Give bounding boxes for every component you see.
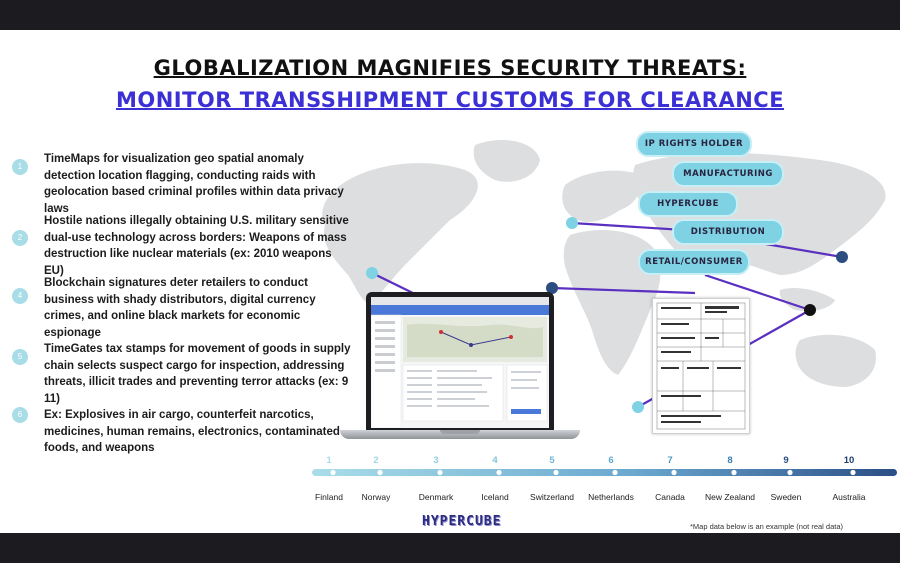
title-line-2: MONITOR TRANSSHIPMENT CUSTOMS FOR CLEARANCE <box>115 88 785 112</box>
timeline-number: 5 <box>549 455 555 466</box>
point-badge: 2 <box>12 230 28 246</box>
timeline-number: 3 <box>433 455 439 466</box>
timeline-number: 8 <box>727 455 733 466</box>
timeline-country: Canada <box>655 492 685 502</box>
timeline-country: Norway <box>361 492 391 502</box>
laptop-notch <box>440 430 480 434</box>
pill-distribution: DISTRIBUTION <box>672 219 784 245</box>
timeline-country: Denmark <box>418 492 454 502</box>
timeline-dot <box>850 470 855 475</box>
point-badge: 1 <box>12 159 28 175</box>
pill-hypercube: HYPERCUBE <box>638 191 738 217</box>
timeline-dot <box>437 470 442 475</box>
laptop-display <box>371 297 549 428</box>
timeline-country: Netherlands <box>588 492 634 502</box>
point-text: TimeGates tax stamps for movement of goods in supply chain selects suspect cargo for inspection, addressing threats, illicit trades and preventing terror attacks (ex: 9 11) <box>44 343 351 405</box>
timeline-number: 10 <box>843 455 855 466</box>
timeline-country: New Zealand <box>704 492 756 502</box>
point-text: Blockchain signatures deter retailers to conduct business with shady distributors, digital currency crimes, and online black markets for economic espionage <box>44 277 316 339</box>
route-node-southeast-asia <box>804 304 816 316</box>
hypercube-logo: HYPERCUBE <box>422 514 502 529</box>
point-text: TimeMaps for visualization geo spatial anomaly detection location flagging, conducting raids with geolocation based criminal profiles within data privacy laws <box>44 153 344 215</box>
laptop-illustration <box>340 292 580 442</box>
timeline-dot <box>731 470 736 475</box>
pill-retail-consumer: RETAIL/CONSUMER <box>638 249 750 275</box>
pill-ip-rights-holder: IP RIGHTS HOLDER <box>636 131 752 157</box>
timeline-country: Iceland <box>481 492 509 502</box>
timeline-dot <box>671 470 676 475</box>
point-text: Ex: Explosives in air cargo, counterfeit narcotics, medicines, human remains, electronics, contaminated foods, and weapons <box>44 409 340 454</box>
top-letterbox <box>0 0 900 30</box>
point-badge: 4 <box>12 288 28 304</box>
point-badge: 5 <box>12 349 28 365</box>
pill-manufacturing: MANUFACTURING <box>672 161 784 187</box>
route-node-ocean <box>632 401 644 413</box>
timeline-number: 1 <box>326 455 332 466</box>
timeline-country: Sweden <box>770 492 802 502</box>
bottom-letterbox <box>0 533 900 563</box>
timeline-country: Australia <box>832 492 866 502</box>
timeline-number: 9 <box>783 455 789 466</box>
route-node-north-america <box>366 267 378 279</box>
timeline-number: 6 <box>608 455 614 466</box>
timeline-dot <box>787 470 792 475</box>
timeline-number: 2 <box>373 455 379 466</box>
timeline-number: 7 <box>667 455 673 466</box>
timeline-country: Switzerland <box>530 492 574 502</box>
timeline-dot <box>330 470 335 475</box>
point-text: Hostile nations illegally obtaining U.S. military sensitive dual-use technology across borders: Weapons of mass destruction like nuclear materials (ex: 2010 weapons EU) <box>44 215 349 277</box>
timeline-country: Finland <box>315 492 343 502</box>
map-footnote: *Map data below is an example (not real data) <box>690 522 844 531</box>
slide <box>0 30 900 533</box>
title-line-1: GLOBALIZATION MAGNIFIES SECURITY THREATS: <box>153 56 747 80</box>
route-node-europe <box>566 217 578 229</box>
timeline-number: 4 <box>492 455 498 466</box>
timeline-dot <box>377 470 382 475</box>
route-node-east-asia <box>836 251 848 263</box>
timeline-dot <box>612 470 617 475</box>
point-badge: 6 <box>12 407 28 423</box>
timeline-dot <box>553 470 558 475</box>
customs-document-image <box>652 298 750 434</box>
timeline-dot <box>496 470 501 475</box>
